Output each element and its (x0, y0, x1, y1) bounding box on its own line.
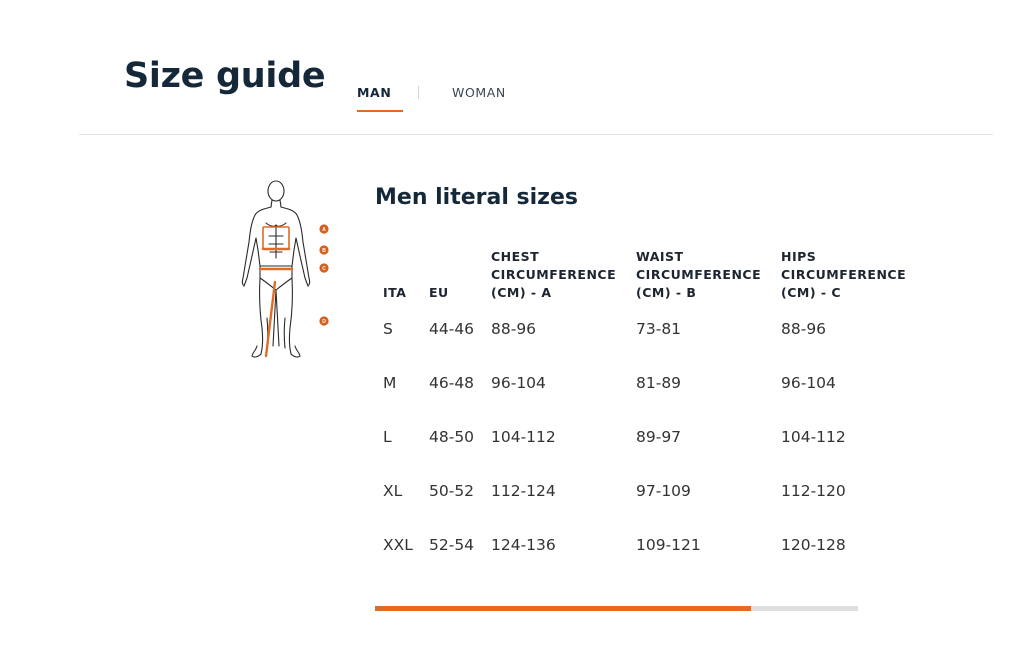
cell-waist: 81-89 (636, 374, 682, 392)
page-title: Size guide (124, 56, 326, 96)
header-eu: EU (429, 285, 449, 300)
cell-eu: 44-46 (429, 320, 475, 338)
table-row (375, 464, 935, 518)
table-row (375, 518, 935, 572)
table-row (375, 410, 935, 464)
active-tab-indicator (357, 110, 403, 112)
body-measurement-figure (236, 178, 334, 364)
cell-hips: 120-128 (781, 536, 846, 554)
cell-hips: 112-120 (781, 482, 846, 500)
svg-text:C: C (322, 265, 326, 272)
cell-eu: 50-52 (429, 482, 475, 500)
svg-text:B: B (322, 247, 326, 254)
cell-ita: S (383, 320, 393, 338)
size-table (375, 240, 935, 572)
cell-eu: 52-54 (429, 536, 475, 554)
header-waist: WAIST CIRCUMFERENCE (CM) - B (636, 249, 762, 300)
cell-chest: 124-136 (491, 536, 556, 554)
cell-ita: L (383, 428, 392, 446)
cell-chest: 104-112 (491, 428, 556, 446)
header-ita: ITA (383, 285, 407, 300)
table-row (375, 302, 935, 356)
tab-separator (418, 86, 419, 99)
body-outline-icon (236, 178, 334, 364)
cell-eu: 48-50 (429, 428, 475, 446)
cell-chest: 112-124 (491, 482, 556, 500)
header-divider (79, 134, 993, 135)
cell-eu: 46-48 (429, 374, 475, 392)
tab-man[interactable]: MAN (357, 85, 392, 100)
header-chest: CHEST CIRCUMFERENCE (CM) - A (491, 249, 617, 300)
svg-text:A: A (322, 226, 326, 233)
cell-waist: 109-121 (636, 536, 701, 554)
cell-waist: 73-81 (636, 320, 682, 338)
cell-ita: M (383, 374, 397, 392)
cell-hips: 96-104 (781, 374, 836, 392)
horizontal-scrollbar[interactable] (375, 606, 858, 611)
scrollbar-thumb[interactable] (375, 606, 751, 611)
tab-woman[interactable]: WOMAN (452, 85, 506, 100)
cell-hips: 104-112 (781, 428, 846, 446)
cell-waist: 97-109 (636, 482, 691, 500)
header-hips: HIPS CIRCUMFERENCE (CM) - C (781, 249, 907, 300)
cell-hips: 88-96 (781, 320, 827, 338)
cell-ita: XXL (383, 536, 413, 554)
cell-chest: 96-104 (491, 374, 546, 392)
cell-ita: XL (383, 482, 403, 500)
section-title: Men literal sizes (375, 185, 579, 210)
cell-waist: 89-97 (636, 428, 682, 446)
size-table-scroll-area[interactable] (375, 240, 907, 580)
cell-chest: 88-96 (491, 320, 537, 338)
table-header-row (375, 240, 935, 302)
svg-text:D: D (322, 318, 326, 325)
table-row (375, 356, 935, 410)
